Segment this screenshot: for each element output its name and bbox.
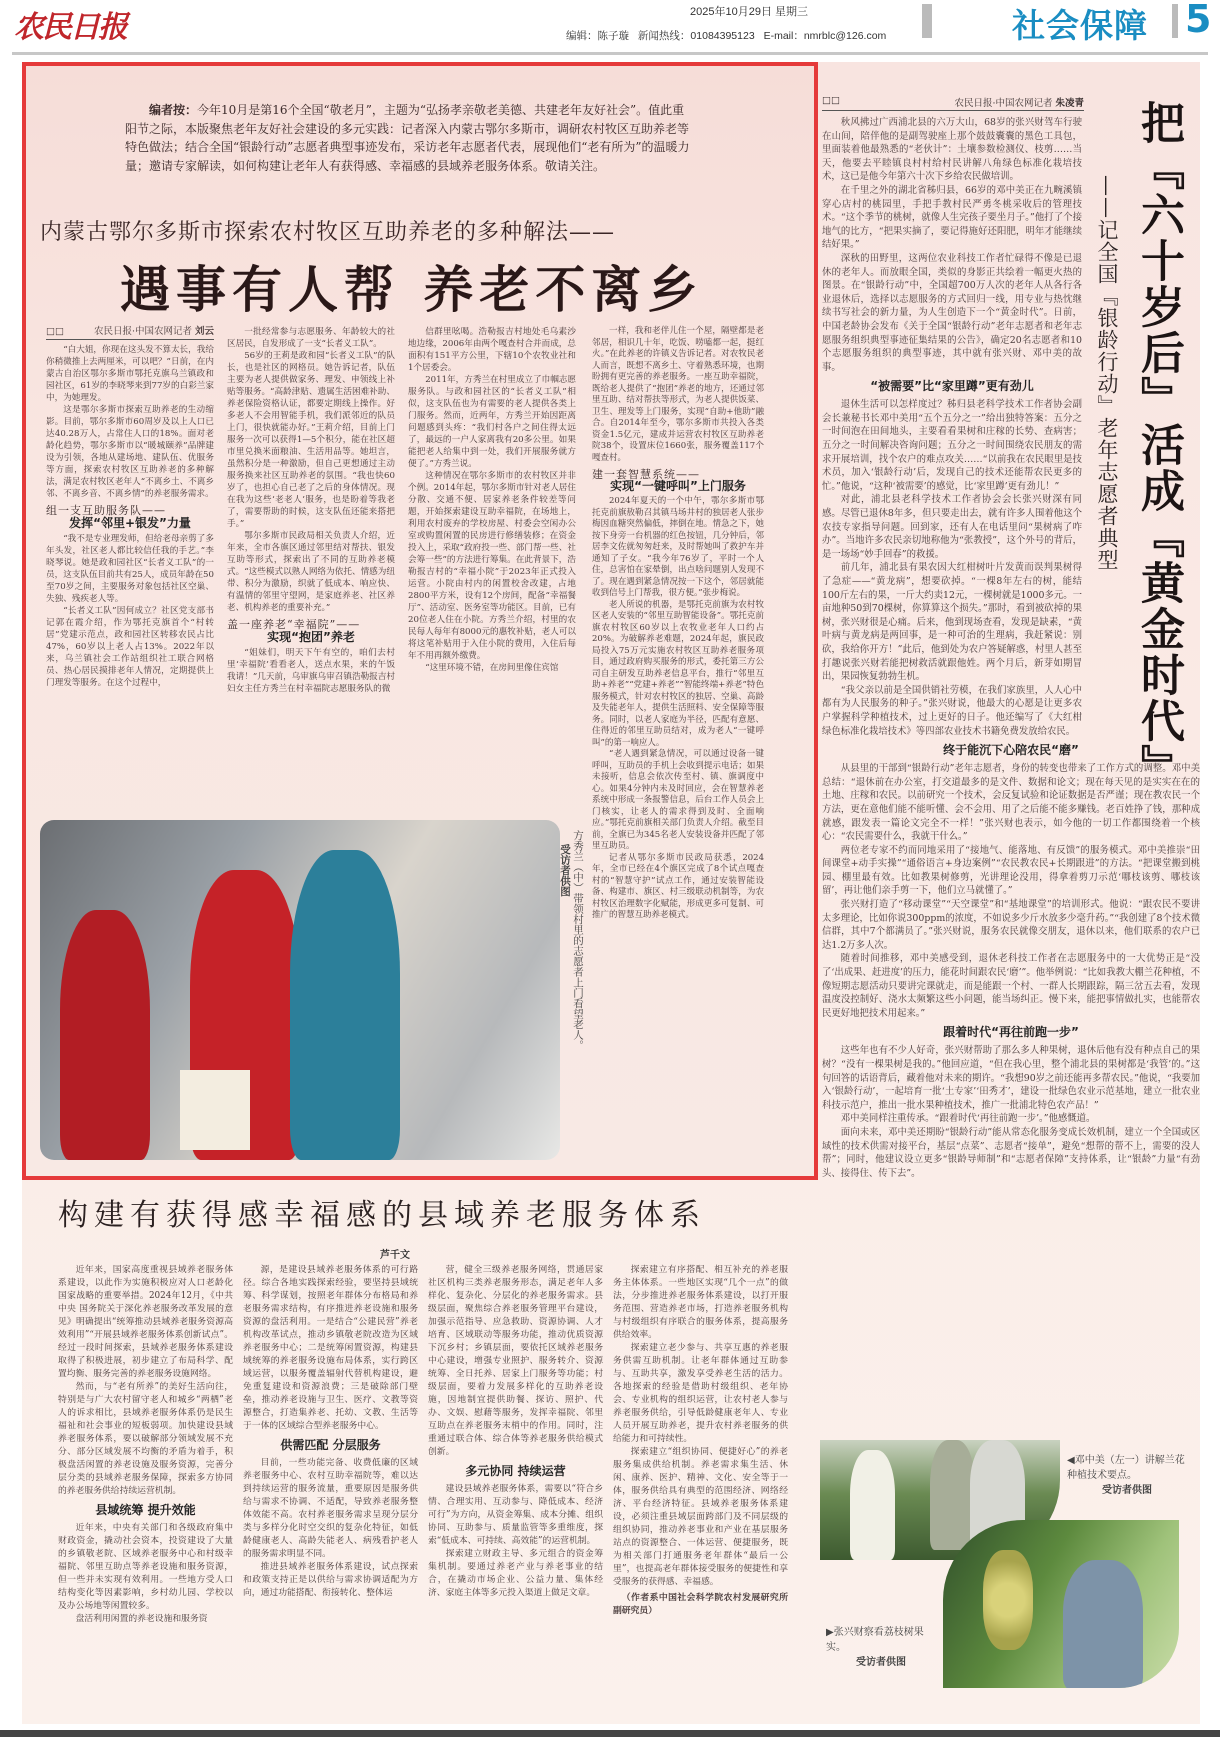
photo-rice-bag [180, 1070, 250, 1150]
caption-text: ▶张兴财察看荔枝树果实。 [826, 1627, 924, 1653]
main-article-column [46, 326, 214, 689]
footer-rule [0, 1730, 1220, 1737]
paragraph: 探索建立有序搭配、相互补充的养老服务主体体系。一些地区实现“几个一点”的做法，分步推进养老服务体系建设，以打开服务范围、营造养老市场，打造养老服务机构与村级组织有序联合的服务体系，提高服务供给效率。 [613, 1265, 788, 1340]
photo-figure [60, 910, 150, 1160]
headline-space [1082, 116, 1200, 716]
subheading-kicker: 组一支互助服务队—— [46, 504, 166, 517]
photo-figure [1063, 1560, 1143, 1688]
paragraph: 两位老专家不约而同地采用了“接地气、能落地、有反馈”的服务模式。邓中美推崇“田间课堂+动手实操”“通俗语言+身边案例”“农民教农民+长期跟进”的方法。“把课堂搬到桃园、棚里最有效。比如教果树修剪，光讲理论没用，得拿着剪刀示范‘哪枝该剪、哪枝该留’，再让他们亲手剪一下，他们立马就懂了。” [822, 844, 1200, 897]
paragraph: 张兴财打造了“移动课堂”“天空课堂”和“基地课堂”的培训形式。他说：“跟农民不要讲太多理论，比如你说300ppm的浓度，不如说多少斤水放多少毫升药。”“我创建了8个技术微信群，其中7个都满员了。”张兴财说，服务农民就像交朋友，退休以来，他们联系的农户已达1.2万多人次。 [822, 899, 1200, 951]
paragraph: 邓中美同样注重传承。“跟着时代‘再往前跑一步’。”他感慨道。 [840, 1113, 1096, 1125]
subheading [46, 505, 214, 529]
paragraph: “老人遇到紧急情况，可以通过设备一键呼叫，互助员的手机上会收到提示电话；如果未接听，信息会依次传至村、镇、旗调度中心。如果4分钟内未及时回应，会在智慧养老系统中形成一条报警信息，后台工作人员会上门核实，让老人的需求得到及时、全面响应。”鄂托克前旗相关部门负责人介绍。截至目前，全旗已为345名老人安装设备并匹配了邻里互助员。 [592, 749, 764, 851]
byline [822, 95, 1084, 111]
bottom-article-column [613, 1264, 788, 1618]
paragraph: 对此，浦北县老科学技术工作者协会会长张兴财深有同感。尽管已退休8年多，但只要走出去，就有许多人围着他这个农技专家指导问题。回到家，还有人在电话里问“果树病了咋办”。当地许多农民亲切地称他为“张教授”，这个外号的背后，是一场场“妙手回春”的救援。 [822, 494, 1082, 560]
paragraph: 这种情况在鄂尔多斯市的农村牧区并非个例。2014年起，鄂尔多斯市针对老人居住分散、交通不便、居家养老条件较差等问题，开始探索建设互助幸福院，在场地上，利用农村废弃的学校房屋、村委会空闲办公室或购置闲置的民房进行修缮装修；在资金投入上，采取“政府投一些、部门帮一些、社会筹一些”的方法进行筹集。在此背景下，浩勒报吉村的“幸福小院”于2023年正式投入运营。小院由村内的闲置校舍改建，占地2800平方米，设有12个房间，配备“幸福餐厅”、活动室、医务室等功能区。目前，已有20位老人住在小院。方秀兰介绍，村里的农民每人每年有8000元的惠牧补贴，老人可以将这笔补贴用于入住小院的费用，入住后每年不用再额外缴费。 [408, 471, 576, 661]
bottom-article-column [428, 1264, 603, 1600]
page-number: 5 [1185, 0, 1212, 41]
byline-outlet: 农民日报·中国农网记者 [954, 98, 1056, 109]
paragraph: 退休生活可以怎样度过？秭归县老科学技术工作者协会副会长兼秘书长邓中美用“五个五分之一”给出独特答案：五分之一时间泡在田间地头，主要看看果树和庄稼的长势、查病害；五分之一时间解决咨询问题；五分之一时间围绕农民朋友的需求开展培训，找个农户的难点攻关……“以前我在农民眼里是技术员，加入‘银龄行动’后，发现自己的技术还能帮农民更多的忙。”他说，“这种‘被需要’的感觉，比‘家里蹲’更有劲儿！” [822, 399, 1082, 492]
editor: 编辑：陈子璇 [566, 30, 629, 42]
subheading-title: 发挥“邻里+银发”力量 [69, 516, 191, 530]
right-article-subheadline: ——记全国『银龄行动』老年志愿者典型 [1095, 175, 1119, 571]
issue-date: 2025年10月29日 星期三 [690, 6, 808, 18]
byline-outlet: 农民日报·中国农网记者 [93, 326, 195, 337]
paragraph: 盘活利用闲置的养老设施和服务资 [75, 1614, 208, 1624]
editor-note-label: 编者按： [149, 103, 198, 117]
main-article-title: 遇事有人帮 养老不离乡 [120, 260, 704, 319]
paragraph: 秋风拂过广西浦北县的六万大山，68岁的张兴财驾车行驶在山间，陪伴他的是副驾驶座上那个鼓鼓囊囊的黑色工具包，里面装着他最熟悉的“老伙计”：土壤参数检测仪、枝剪……当天，他要去平睦镇良村村给村民讲解八角绿色标准化栽培技术，这已是他今年第六十次下乡给农民做培训。 [822, 117, 1082, 183]
photo-caption [559, 830, 584, 1051]
byline-mark: □□ [46, 326, 64, 337]
photo-figure [290, 850, 400, 1160]
header-divider [922, 4, 932, 38]
paragraph: 在千里之外的湖北省秭归县，66岁的邓中美正在九畹溪镇穿心店村的桃园里，手把手教村民严勇冬桃采收后的管理技术。“这个季节的桃树，就像人生完孩子要坐月子。”他打了个接地气的比方，“把果实摘了，要记得施好还阳肥，明年才能继续结好果。” [822, 184, 1082, 251]
photo-credit: 受访者供图 [559, 844, 571, 897]
paragraph: 这是鄂尔多斯市探索互助养老的生动缩影。目前，鄂尔多斯市60周岁及以上人口已达40.28万人，占常住人口的18%。面对老龄化趋势，鄂尔多斯市以“暖城颐养”品牌建设为引领，各地从建场地、建队伍、优服务等方面，探索农村牧区互助养老的多种解法，满足农村牧区老年人“不离乡土、不离乡邻、不离乡音、不离乡情”的养老服务需求。 [46, 405, 214, 499]
paragraph: 然而，与“老有所养”的美好生活向往，特别是与广大农村留守老人和城乡“两栖”老人的诉求相比，县域养老服务体系仍是民生福祉和社会事业的短板弱项。加快建设县域养老服务体系，要以破解部分领域发展不充分、部分区域发展不均衡的矛盾为着手，积极盘活闲置的养老设施及服务资源，完善分层分类的县域养老服务保障，探索多方协同的养老服务供给持续运营机制。 [58, 1382, 233, 1496]
paragraph: “我不是专业理发师，但给老母亲剪了多年头发，社区老人都比较信任我的手艺。”李晓琴说。她是政和园社区“长者义工队”的一员，这支队伍目前共有25人，成员年龄在50至70岁之间，主要服务对象包括社区空巢、失独、残疾老人等。 [46, 534, 214, 604]
right-article-body [822, 116, 1200, 1180]
subheading-title: 实现“一键呼叫”上门服务 [610, 478, 746, 493]
right-article-headline: 把『六十岁后』活成『黄金时代』 [1133, 100, 1184, 790]
paragraph: 推进县域养老服务体系建设，试点探索和政策支持正是以供给与需求协调适配为方向，通过功能搭配、衔接转化、整体运 [243, 1562, 418, 1598]
reporter-name: 朱凌青 [1055, 98, 1084, 109]
paragraph: 随着时间推移，邓中美感受到，退休老科技工作者在志愿服务中的一大优势正是“没了‘出成果、赶进度’的压力，能花时间跟农民‘磨’”。他举例说：“比如我教大棚兰花种植，不像短期志愿活动只要讲完课就走，而是能跟一个村、一群人长期跟踪，隔三岔五去看，发现温度没控制好、浇水太频繁这些小问题，能当场纠正。慢下来，能把事情做扎实，也能帮农民更好地把技术用起来。” [822, 953, 1200, 1019]
paragraph: 深秋的田野里，这两位农业科技工作者忙碌得不像是已退休的老年人。而放眼全国，类似的身影正共绘着一幅更火热的图景。在“银龄行动”中，全国超700万人次的老年人从各行各业退休后，选择以志愿服务的方式回归一线，用专业与热忱继续书写社会的新力量，为人生创造下一个“黄金时代”。日前，中国老龄协会发布《关于全国“银龄行动”老年志愿者和老年志愿服务组织典型事迹征集结果的公告》，确定20名志愿者和10个志愿服务组织的典型事迹，其中就有张兴财、邓中美的故事。 [822, 252, 1082, 373]
paragraph: 从县里的干部到“银龄行动”老年志愿者，身份的转变也带来了工作方式的调整。邓中美总结：“退休前在办公室，打交道最多的是文件、数据和论文；现在每天见的是实实在在的土地、庄稼和农民。以前研究一个技术，会反复试验和论证数据是否严谨；现在教农民一个方法，更在意他们能不能听懂、会不会用、用了之后能不能多赚钱。老百姓挣了钱，那种成就感，跟发表一篇论文完全不一样！”张兴财也表示，如今他的一切工作都围绕着一个核心：“农民需要什么，我就干什么。” [822, 763, 1200, 843]
header-divider [1172, 4, 1178, 38]
subheading-title: 实现“抱团”养老 [267, 630, 355, 644]
paragraph: 一样，我和老伴儿住一个屋，隔壁都是老邻居，相识几十年，吃饭、唠嗑都一起，挺红火。”在此养老的许镇义告诉记者。对农牧民老人而言，既想不离乡土、守着熟悉环境，也期盼拥有更完善的养老服务。一座互助幸福院，既给老人提供了“抱团”养老的地方，还通过邻里互助、结对帮扶等形式，为老人提供饭菜、卫生、理发等上门服务，实现“自助+他助”融合。自2014年至今，鄂尔多斯市共投入各类资金1.5亿元，建成并运营农村牧区互助养老院38个，设置床位1660张，服务覆盖117个嘎查村。 [592, 326, 764, 463]
byline [46, 326, 214, 340]
paragraph: “白大姐，你现在这头发不算太长，我给你稍微推上去两厘米，可以吧？”日前，在内蒙古自治区鄂尔多斯市鄂托克旗乌兰镇政和园社区，61岁的李晓琴来到77岁的白彩兰家中，为她理发。 [46, 345, 214, 403]
paragraph: 一批经常参与志愿服务、年龄较大的社区居民，自发形成了一支“长者义工队”。 [227, 327, 395, 349]
paragraph: “我父亲以前是全国供销社劳模，在我们家族里，人人心中都有为人民服务的种子。”张兴财说，他最大的心愿是让更多农户掌握科学种植技术，过上更好的日子。他还编写了《大红柑绿色标准化栽培技术》等四部农业技术书籍免费发放给农民。 [822, 684, 1082, 737]
subheading-kicker: 盖一座养老“幸福院”—— [227, 618, 361, 631]
photo-figure [850, 1450, 895, 1560]
subheading: “被需要”比“家里蹲”更有劲儿 [870, 379, 1034, 394]
paragraph: 近年来，国家高度重视县域养老服务体系建设，以此作为实施积极应对人口老龄化国家战略的重要举措。2024年12月，《中共中央 国务院关于深化养老服务改革发展的意见》明确提出“统筹推动县域养老服务资源高效利用”“开展县域养老服务体系创新试点”。经过一段时间探索，县域养老服务体系建设取得了积极进展，初步建立了布局科学、配置均衡、服务完善的养老服务设施网络。 [58, 1265, 233, 1379]
paragraph: 记者从鄂尔多斯市民政局获悉，2024年，全市已经在4个旗区完成了8个试点嘎查村的“智慧守护”试点工作，通过安装智能设备、构建市、旗区、村三级联动机制等，为农村牧区治理数字化赋能，形成更多可复制、可推广的智慧互助养老模式。 [592, 852, 764, 920]
photo-figure [930, 1440, 975, 1550]
main-article-column [592, 326, 764, 922]
subheading: 终于能沉下心陪农民“磨” [943, 743, 1079, 758]
photo-credit: 受访者供图 [856, 1657, 906, 1668]
paragraph: 这些年也有不少人好奇，张兴财帮助了那么多人种果树，退休后他有没有种点自己的果树？“没有一棵果树是我的。”他回应道，“但在我心里，整个浦北县的果树都是‘我管’的。”这句回答的话语背后，藏着他对未来的期许。“我想90岁之前还能再多帮农民。”他说，“我要加入‘银龄行动’，一起培育一批‘土专家’‘田秀才’，建设一批绿色农业示范基地，建立一批农业科技示范户，推出一批水果种植技术，推广一批浦北特色农产品！” [822, 1045, 1200, 1111]
paragraph: 2011年，方秀兰在村里成立了巾帼志愿服务队。与政和园社区的“长者义工队”相似，这支队伍也为有需要的老人提供各类上门服务。然而，近两年，方秀兰开始因距离问题感到头疼：“我们村各户之间住得太远了，最远的一户人家离我有20多公里。如果能把老人给集中到一处，我们开展服务就方便了。”方秀兰说。 [408, 375, 576, 469]
editor-note [125, 101, 695, 175]
subheading-kicker: 建一套智慧系统—— [592, 468, 700, 481]
bottom-article-author: 芦千文 [380, 1250, 410, 1261]
caption-text: ◀邓中美（左一）讲解兰花种植技术要点。 [1067, 1455, 1185, 1481]
author-note: （作者系中国社会科学院农村发展研究所副研究员） [613, 1593, 788, 1616]
subheading [227, 619, 395, 643]
paragraph: “这里环境不错，在房间里像住宾馆 [425, 663, 559, 673]
newspaper-logo: 农民日报 [14, 10, 126, 45]
email: E-mail：nmrblc@126.com [763, 30, 887, 42]
bottom-article-column [58, 1264, 233, 1626]
paragraph: “姐妹们，明天下午有空的，咱们去村里‘幸福院’看看老人，送点水果，来的午饭我请！”几天前，乌审旗乌审召镇浩勒报吉村妇女主任方秀兰在村幸福院志愿服务队的微 [227, 648, 395, 694]
paragraph: 源，是建设县域养老服务体系的可行路径。综合各地实践探索经验，要坚持县域统筹、科学谋划，按照老年群体分布格局和养老服务需求结构，有序推进养老设施和服务资源的盘活利用。一是结合“公建民营”养老机构改革试点，推动乡镇敬老院改造为区域养老服务中心；二是统筹闲置资源，构建县域统筹的养老服务设施布局体系，实行跨区域运营，以服务覆盖辐射代替机构建设，避免重复建设和资源浪费；三是破除部门壁垒，推动养老设施与卫生、医疗、文教等资源整合，打造集养老、托幼、文教、生活等于一体的区域综合型养老服务中心。 [243, 1265, 418, 1431]
reporter-name: 刘云 [194, 326, 214, 337]
bottom-article-title: 构建有获得感幸福感的县域养老服务体系 [58, 1198, 706, 1233]
caption-text: 方秀兰（中）带领村里的志愿者上门看望老人。 [572, 830, 584, 1051]
paragraph: 目前，一些功能完备、收费低廉的区域养老服务中心、农村互助幸福院等，难以达到持续运营的服务流量，重要原因是服务供给与需求不协调、不适配，导致养老服务整体效能不高。农村养老服务需求呈现分层分类与多样分化时空交织的复杂化特征，如低龄健康老人、高龄失能老人、病残看护老人的服务需求明显不同。 [243, 1458, 418, 1559]
paragraph: 信群里吆喝。浩勒报吉村地处毛乌素沙地边缘，2006年由两个嘎查村合并而成，总面积有151平方公里，下辖10个农牧业社和1个居委会。 [408, 327, 576, 373]
subheading: 供需匹配 分层服务 [280, 1438, 381, 1452]
photo-credit: 受访者供图 [1102, 1485, 1152, 1496]
paragraph: 鄂尔多斯市民政局相关负责人介绍，近年来，全市各旗区通过邻里结对帮扶、银发互助等形式，探索出了不同的互助养老模式。“这些模式以熟人网络为依托、情感为纽带、积分为激励，织就了低成本、响应快、有温情的邻里守望网，是家庭养老、社区养老、机构养老的重要补充。” [227, 531, 395, 613]
paragraph: 面向未来，邓中美还期盼“银龄行动”能从常态化服务变成长效机制，建立一个全国或区域性的技术供需对接平台，基层“点菜”、志愿者“接单”，避免“想帮的帮不上，需要的没人帮”；同时，他建议设立更多“银龄导师制”和“志愿者保障”支持体系，让“银龄”力量“有劲头、接得住、传下去”。 [822, 1126, 1200, 1179]
paragraph: 探索建立老少参与、共享互惠的养老服务供需互助机制。让老年群体通过互助参与、互助共享，激发享受养老生活的活力。各地探索的经验是借助村级组织、老年协会、专业机构的组织运营，让农村老人参与养老服务供给，引导低龄健康老年人、专业人员开展互助养老，提升农村养老服务的供给能力和可持续性。 [613, 1343, 788, 1444]
main-article-kicker: 内蒙古鄂尔多斯市探索农村牧区互助养老的多种解法—— [40, 220, 616, 245]
hotline: 新闻热线：01084395123 [637, 30, 755, 42]
header-rule [12, 52, 1208, 55]
subheading: 县域统筹 提升效能 [95, 1503, 196, 1517]
bottom-article-column [243, 1264, 418, 1600]
photo-caption [1067, 1453, 1187, 1498]
photo-caption [826, 1625, 936, 1670]
section-title: 社会保障 [1012, 6, 1148, 45]
editor-contact-line [566, 28, 886, 43]
paragraph: 老人所说的机器，是鄂托克前旗为农村牧区老人安装的“邻里互助智能设备”。鄂托克前旗农村牧区60岁以上农牧业老年人口约占20%。为破解养老难题，2024年起，旗民政局投入75万元实施农村牧区互助养老服务项目，通过政府购买服务的形式，委托第三方公司自主研发互助养老信息平台，推行“邻里互助+养老”“党建+养老”“智能终端+养老”特色服务模式，针对农村牧区的独居、空巢、高龄及失能老年人，提供生活照料、安全保障等服务。同时，以老人家庭为半径，匹配有意愿、住得近的邻里互助员结对，成为老人“一键呼叫”的第一响应人。 [592, 599, 764, 748]
paragraph: 近年来，中央有关部门和各级政府集中财政资金，撬动社会资本，投资建设了大量的乡镇敬老院、区域养老服务中心和村级幸福院、邻里互助点等养老设施和服务资源，但一些并未实现有效利用。一些地方受人口结构变化等因素影响，乡村幼儿园、学校以及办公场地等闲置较多。 [58, 1523, 233, 1611]
paragraph: 建设县域养老服务体系，需要以“符合乡情、合理实用、互动参与、降低成本、经济可行”为方向，从资金筹集、成本分摊、组织协同、互助参与、质量监管等多重维度，探索“低成本、可持续、高效能”的运营机制。 [428, 1484, 603, 1546]
byline-mark: □□ [822, 95, 840, 106]
paragraph: 营，健全三级养老服务网络，贯通居家社区机构三类养老服务形态，满足老年人多样化、复杂化、分层化的养老服务需求。县级层面，聚焦综合养老服务管理平台建设，加强示范指导、应急救助、资源协调、人才培育、区域联动等服务功能，推动优质资源下沉乡村；乡镇层面，要依托区域养老服务中心建设，增强专业照护、服务转介、资源统筹、全日托养、居家上门服务等功能；村级层面，要着力发展多样化的互助养老设施，因地制宜提供助餐、探访、照护、代办、文娱、慰藉等服务，发挥幸福院、邻里互助点在养老服务末梢中的作用。同时，注重通过联合体、综合体等养老服务供给模式创新。 [428, 1265, 603, 1457]
photo-lychee-cluster [983, 1550, 1033, 1650]
zhang-xingcai-lychee-photo [943, 1520, 1179, 1688]
main-article-column [408, 326, 576, 674]
volunteers-visiting-elder-photo [40, 820, 560, 1160]
editor-note-text: 今年10月是第16个全国“敬老月”，主题为“弘扬孝亲敬老美德、共建老年友好社会”。值此重阳节之际，本版聚焦老年友好社会建设的多元实践：记者深入内蒙古鄂尔多斯市，调研农村牧区互助养老等特色做法；结合全国“银龄行动”志愿者典型事迹发布，采访老年志愿者代表，展现他们“老有所为”的温暖力量；邀请专家解读，如何构建让老年人有获得感、幸福感的县域养老服务体系。敬请关注。 [125, 103, 690, 173]
main-article-column [227, 326, 395, 695]
paragraph: 前几年，浦北县有果农因大红柑树叶片发黄而误判果树得了急症——“黄龙病”，想要砍掉。“一棵8年左右的树，能结100斤左右的果，一斤大约卖12元，一棵树就是1000多元。一亩地种50到70棵树，你算算这个损失。”那时，看到被砍掉的果树，张兴财很是心痛。后来，他到现场查看，发现是缺素，“黄叶病与黄龙病是两回事，是一种可治的生理病，我赶紧说：别砍，我给你开方！”此后，他到处为农户答疑解惑，村里人甚至打趣说张兴财若能把树救活就跟他姓。两个月后，新芽如期冒出，果园恢复勃勃生机。 [822, 562, 1082, 683]
subheading: 多元协同 持续运营 [465, 1464, 566, 1478]
paragraph: 探索建立“组织协同、便捷好心”的养老服务集成供给机制。养老需求集生活、休闲、康养、医护、精神、文化、安全等于一体，服务供给具有典型的范围经济、网络经济、平台经济特征。县域养老服务体系建设，必须注重县域层面跨部门及不同层级的组织协同，推动养老事业和产业在基层服务站点的资源整合、一体运营、便捷服务，既为相关部门打通服务老年群体“最后一公里”，也提高老年群体接受服务的便捷性和享受服务的获得感、幸福感。 [613, 1447, 788, 1587]
paragraph: 2024年夏天的一个中午，鄂尔多斯市鄂托克前旗敖勒召其镇马场井村的独居老人张步梅因血糖突然偏低，摔倒在地。情急之下，她按下身旁一台机器的红色按钮，几分钟后，邻居李文佐就匆匆赶来，及时帮她叫了救护车并通知了子女。“我今年76岁了，平时一个人住，总害怕在家晕倒，出点啥问题别人发现不了。现在遇到紧急情况按一下这个，邻居就能收到信号上门帮我，很方便。”张步梅说。 [592, 496, 764, 598]
subheading [592, 469, 764, 492]
paragraph: “长者义工队”因何成立？社区党支部书记郭在霞介绍，作为鄂托克旗首个“村转居”党建示范点，政和园社区转移农民占比47%，60岁以上老人占13%。2022年以来，乌兰镇社会工作站组织社工联合网格员、热心居民摸排老年人情况，定期提供上门理发等服务。在这个过程中， [46, 606, 214, 688]
subheading: 跟着时代“再往前跑一步” [943, 1025, 1079, 1040]
paragraph: 探索建立财政主导、多元组合的资金筹集机制。要通过养老产业与养老事业的结合，在撬动市场企业、公益力量、集体经济、家庭主体等多元投入渠道上做足文章。 [428, 1549, 603, 1598]
paragraph: 56岁的王莉是政和园“长者义工队”的队长，也是社区的网格员。她告诉记者，队伍主要为老人提供做家务、理发、申领线上补贴等服务。“高龄津贴、遗属生活困难补助、养老保险资格认证，都要定期线上操作。好多老人不会用智能手机，我们派邻近的队员上门，很快就能办好。”王莉介绍，目前上门服务一次可以获得1—5个积分，能在社区超市里兑换米面粮油、生活用品等。她坦言，虽然积分是一种激励，但自己更想通过主动服务换来社区互助养老的氛围。“我也快60岁了，也担心自己老了之后的身体情况。现在我为这些‘老老人’服务，也是盼着等我老了，需要帮助的时候，这支队伍还能来搭把手。” [227, 351, 395, 529]
